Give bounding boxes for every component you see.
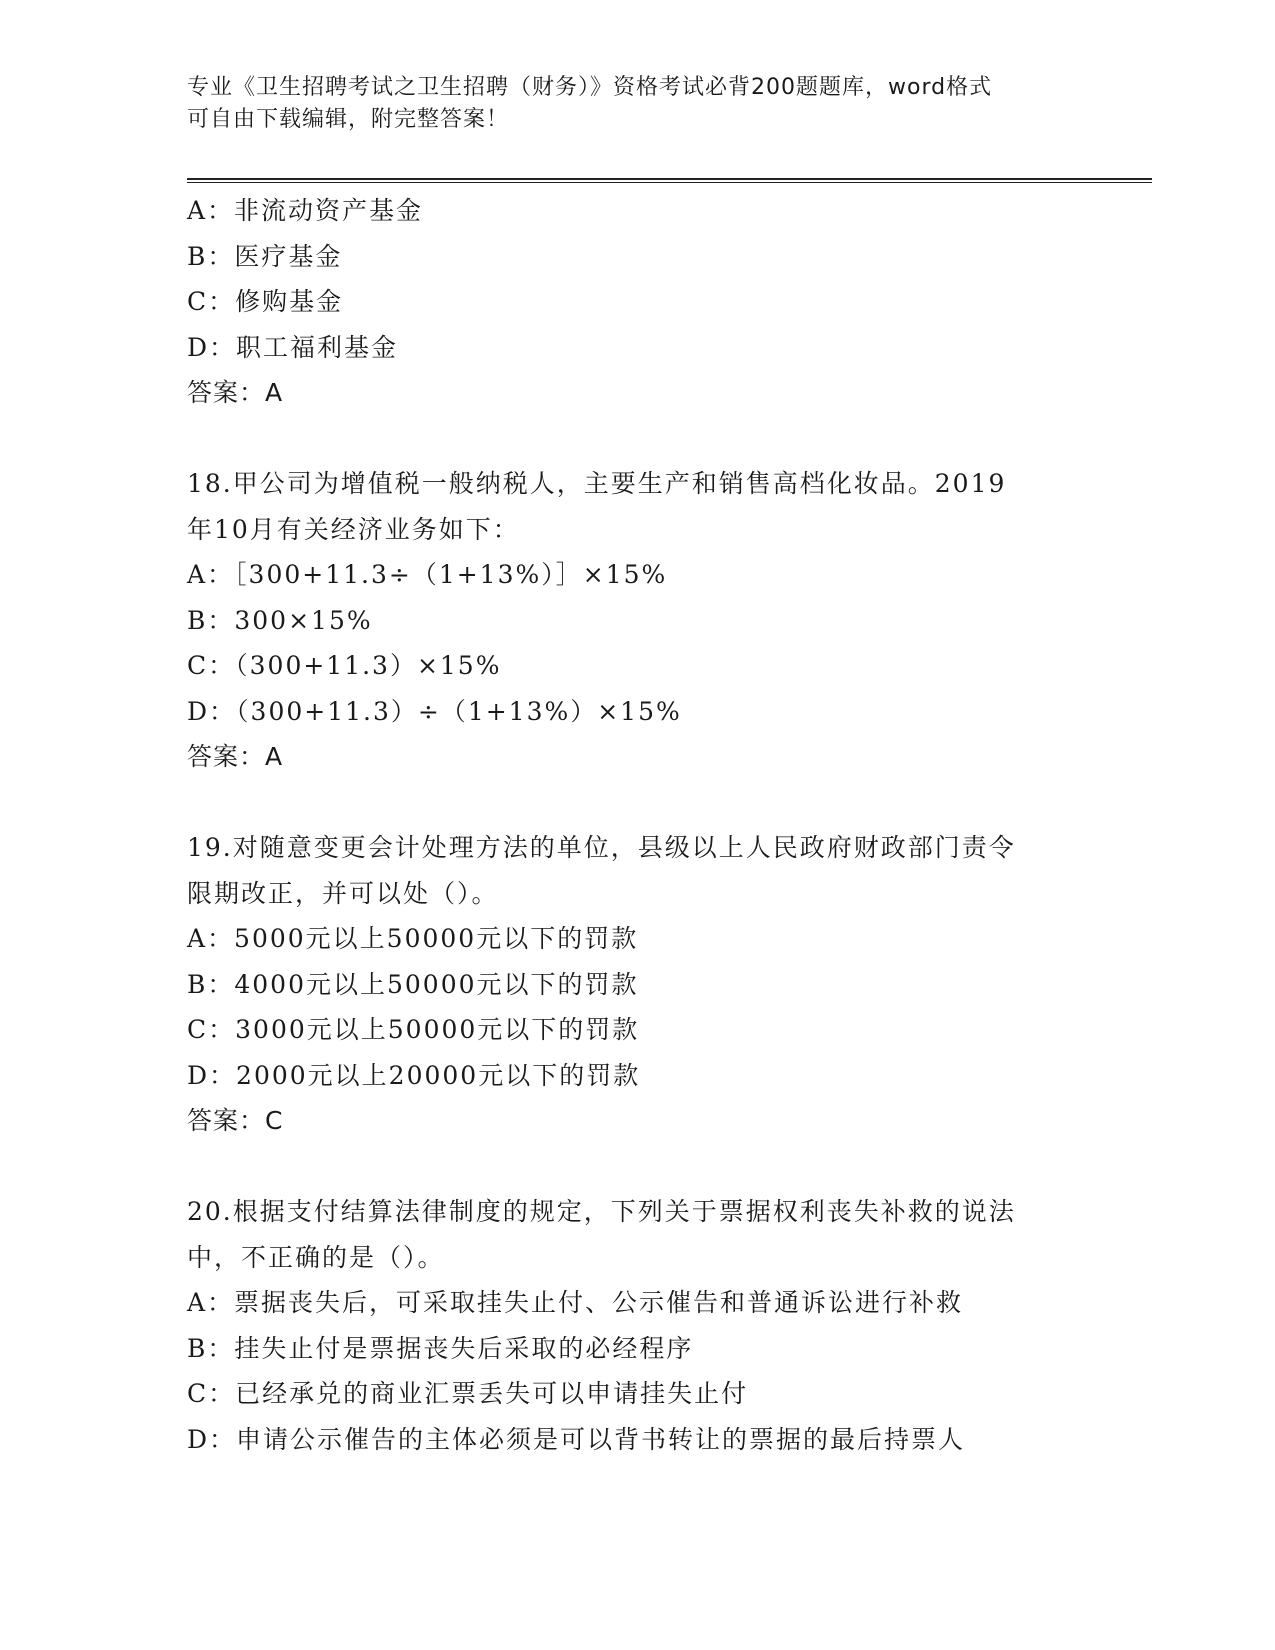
question-stem-continued: 中，不正确的是（）。 [187,1242,445,1272]
question-18 [187,461,1087,780]
header-title-line-1: 专业《卫生招聘考试之卫生招聘（财务）》资格考试必背200题题库，word格式 [187,75,993,100]
question-stem-continued: 限期改正，并可以处（）。 [187,878,499,908]
option-d: D：（300+11.3）÷（1+13%）×15% [187,696,682,726]
question-content [187,188,1087,1462]
option-b: B：300×15% [187,605,373,635]
question-stem: 19.对随意变更会计处理方法的单位，县级以上人民政府财政部门责令 [187,833,1016,862]
option-c: C：（300+11.3）×15% [187,651,502,680]
spacer [187,1144,1087,1190]
option-b: B：4000元以上50000元以下的罚款 [187,969,639,999]
option-d: D：职工福利基金 [187,332,399,362]
option-a: A：5000元以上50000元以下的罚款 [187,924,639,953]
answer: 答案：A [187,378,284,407]
option-a: A：票据丧失后，可采取挂失止付、公示催告和普通诉讼进行补救 [187,1288,964,1317]
spacer [187,416,1087,462]
header-divider [187,178,1152,183]
question-17-options [187,188,1087,416]
question-stem-continued: 年10月有关经济业务如下： [187,514,520,544]
option-c: C：3000元以上50000元以下的罚款 [187,1015,640,1044]
answer: 答案：C [187,1106,284,1135]
question-19 [187,825,1087,1144]
question-stem: 20.根据支付结算法律制度的规定，下列关于票据权利丧失补救的说法 [187,1197,1016,1226]
header-title-line-2: 可自由下载编辑，附完整答案！ [187,107,510,132]
spacer [187,780,1087,826]
option-d: D：2000元以上20000元以下的罚款 [187,1060,641,1090]
option-c: C：已经承兑的商业汇票丢失可以申请挂失止付 [187,1379,749,1408]
option-b: B：挂失止付是票据丧失后采取的必经程序 [187,1333,694,1363]
answer: 答案：A [187,742,284,771]
question-20 [187,1189,1087,1462]
option-b: B：医疗基金 [187,241,343,271]
option-a: A：［300+11.3÷（1+13%）］×15% [187,560,668,589]
page-header [187,72,1067,136]
option-d: D：申请公示催告的主体必须是可以背书转让的票据的最后持票人 [187,1424,966,1454]
option-a: A：非流动资产基金 [187,196,424,225]
question-stem: 18.甲公司为增值税一般纳税人，主要生产和销售高档化妆品。2019 [187,469,1007,498]
option-c: C：修购基金 [187,287,344,316]
